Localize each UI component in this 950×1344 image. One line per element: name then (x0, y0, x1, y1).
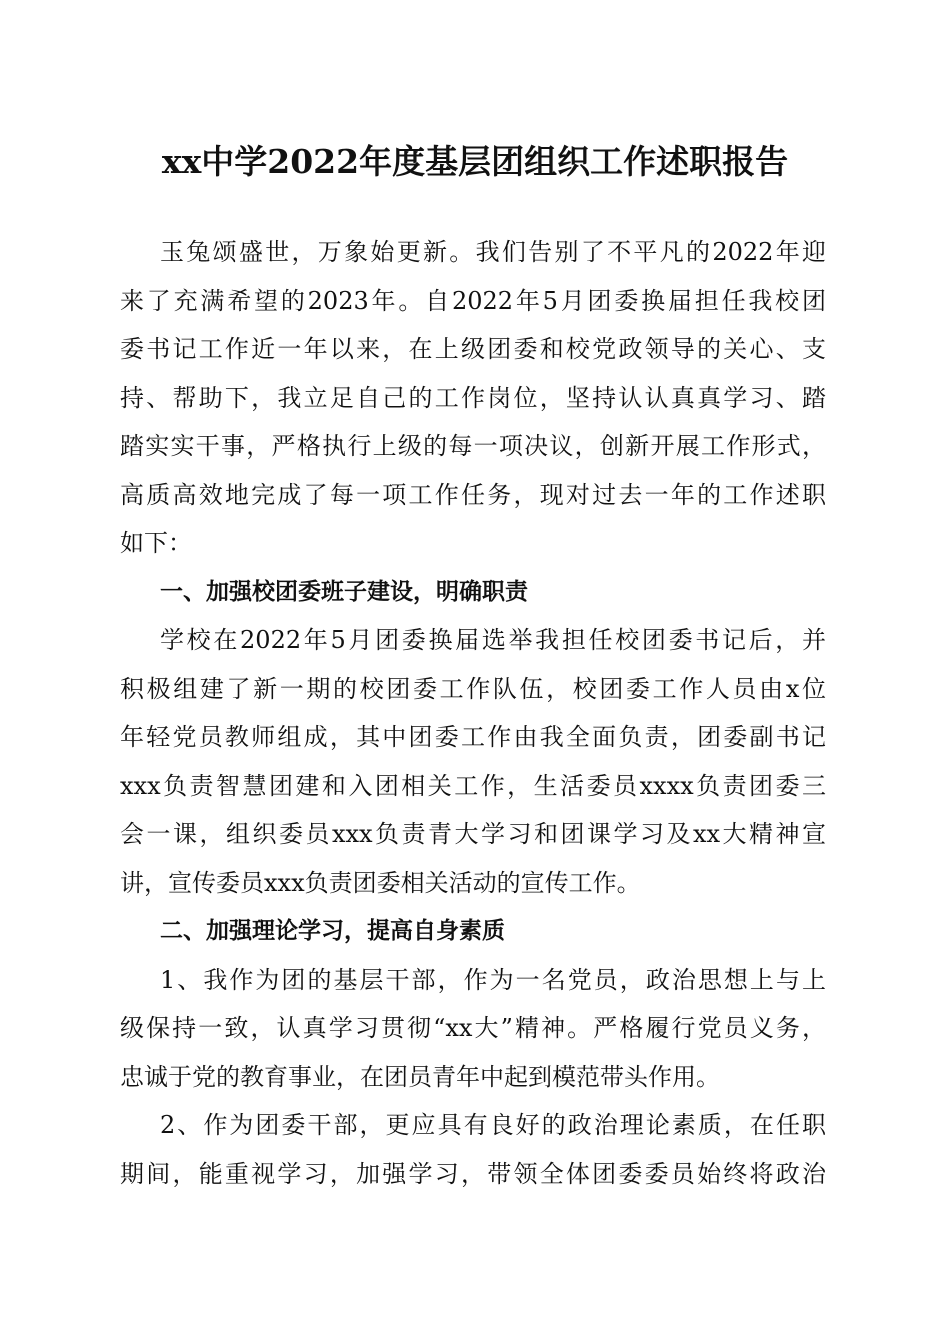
paragraph-line: 讲，宣传委员xxx负责团委相关活动的宣传工作。 (120, 868, 641, 897)
paragraph-line: 1、我作为团的基层干部，作为一名党员，政治思想上与上 (160, 965, 826, 994)
paragraph-line: 期间，能重视学习，加强学习，带领全体团委委员始终将政治 (120, 1159, 826, 1188)
paragraph-line: 积极组建了新一期的校团委工作队伍，校团委工作人员由x位 (120, 674, 826, 703)
paragraph-line: 级保持一致，认真学习贯彻“xx大”精神。严格履行党员义务， (120, 1014, 826, 1042)
paragraph-line: xxx负责智慧团建和入团相关工作，生活委员xxxx负责团委三 (120, 771, 826, 800)
paragraph-line: 忠诚于党的教育事业，在团员青年中起到模范带头作用。 (120, 1062, 720, 1091)
paragraph-line: 持、帮助下，我立足自己的工作岗位，坚持认认真真学习、踏 (120, 383, 826, 412)
paragraph-line: 玉兔颂盛世，万象始更新。我们告别了不平凡的2022年迎 (160, 238, 826, 266)
document-title: xx中学2022年度基层团组织工作述职报告 (161, 142, 789, 181)
paragraph-line: 会一课，组织委员xxx负责青大学习和团课学习及xx大精神宣 (120, 820, 826, 848)
section-heading: 二、加强理论学习，提高自身素质 (160, 918, 505, 944)
paragraph-line: 2、作为团委干部，更应具有良好的政治理论素质，在任职 (160, 1111, 826, 1139)
paragraph-line: 高质高效地完成了每一项工作任务，现对过去一年的工作述职 (120, 480, 826, 509)
paragraph-line: 委书记工作近一年以来，在上级团委和校党政领导的关心、支 (120, 335, 826, 363)
section-heading: 一、加强校团委班子建设，明确职责 (160, 578, 528, 605)
paragraph-line: 年轻党员教师组成，其中团委工作由我全面负责，团委副书记 (120, 723, 826, 751)
paragraph-line: 来了充满希望的2023年。自2022年5月团委换届担任我校团 (120, 286, 826, 315)
document-body (120, 228, 826, 1198)
paragraph-line: 学校在2022年5月团委换届选举我担任校团委书记后，并 (160, 626, 826, 654)
paragraph-line: 踏实实干事，严格执行上级的每一项决议，创新开展工作形式， (120, 432, 826, 460)
paragraph-line: 如下： (120, 529, 192, 557)
